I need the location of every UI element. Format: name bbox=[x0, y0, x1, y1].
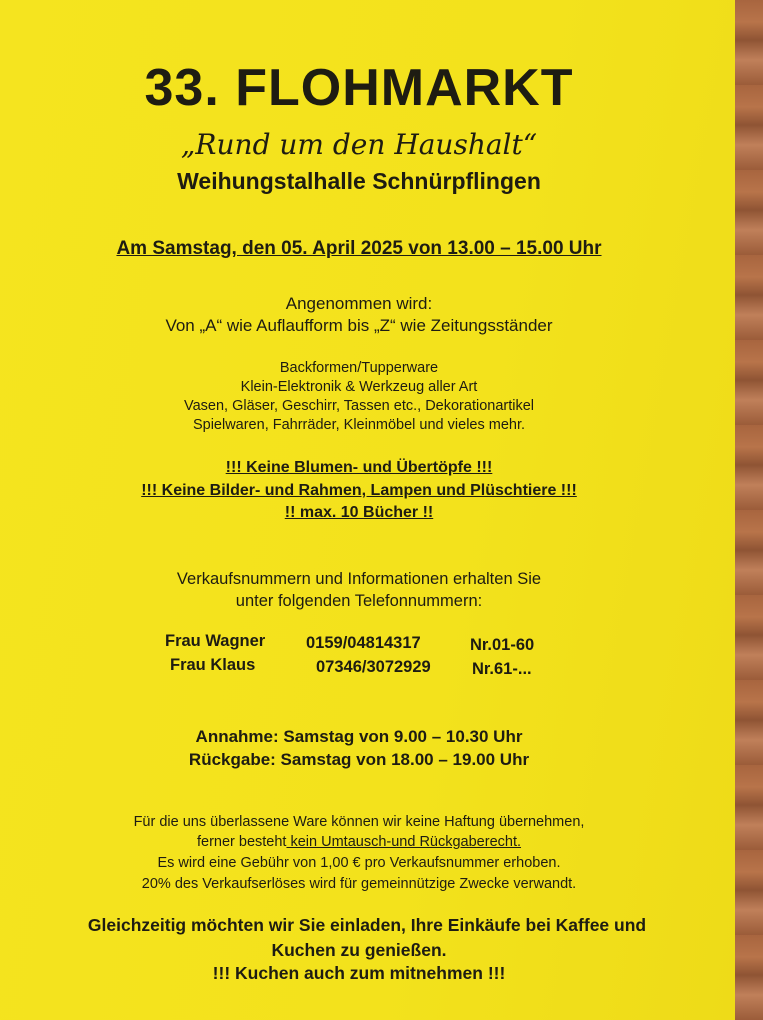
disclaimer-line: Es wird eine Gebühr von 1,00 € pro Verkaufsnummer erhoben. bbox=[157, 855, 561, 871]
accepted-heading: Angenommen wird: bbox=[285, 294, 433, 313]
date-line: Am Samstag, den 05. April 2025 von 13.00 – 15.00 Uhr bbox=[116, 238, 602, 259]
no-return-policy: kein Umtausch-und Rückgaberecht. bbox=[286, 834, 522, 850]
contact-phone: 0159/04814317 bbox=[306, 634, 421, 652]
accepted-item: Backformen/Tupperware bbox=[279, 360, 439, 376]
warning-line: !!! Keine Bilder- und Rahmen, Lampen und Plüschtiere !!! bbox=[141, 482, 577, 499]
warning-line: !!! Keine Blumen- und Übertöpfe !!! bbox=[225, 459, 493, 476]
flyer-title: 33. FLOHMARKT bbox=[144, 59, 574, 117]
contact-name: Frau Wagner bbox=[165, 632, 266, 650]
invitation-line: !!! Kuchen auch zum mitnehmen !!! bbox=[212, 963, 506, 983]
info-line: Verkaufsnummern und Informationen erhalten Sie bbox=[176, 570, 542, 588]
flyer-subtitle: „Rund um den Haushalt“ bbox=[180, 128, 538, 161]
contact-phone: 07346/3072929 bbox=[316, 658, 431, 676]
invitation-line: Gleichzeitig möchten wir Sie einladen, Ihre Einkäufe bei Kaffee und bbox=[87, 915, 647, 935]
contact-range: Nr.01-60 bbox=[470, 636, 535, 654]
contact-name: Frau Klaus bbox=[170, 656, 256, 674]
disclaimer-text: ferner besteht bbox=[196, 834, 287, 850]
contact-range: Nr.61-... bbox=[472, 660, 532, 678]
accepted-item: Vasen, Gläser, Geschirr, Tassen etc., Dekorationartikel bbox=[183, 398, 535, 414]
annahme-time: Annahme: Samstag von 9.00 – 10.30 Uhr bbox=[195, 727, 523, 746]
info-line: unter folgenden Telefonnummern: bbox=[235, 592, 483, 610]
disclaimer-line: 20% des Verkaufserlöses wird für gemeinnützige Zwecke verwandt. bbox=[141, 876, 577, 892]
invitation-line: Kuchen zu genießen. bbox=[271, 940, 447, 960]
disclaimer-line: Für die uns überlassene Ware können wir keine Haftung übernehmen, bbox=[133, 814, 585, 830]
venue-line: Weihungstalhalle Schnürpflingen bbox=[177, 168, 541, 194]
rueckgabe-time: Rückgabe: Samstag von 18.00 – 19.00 Uhr bbox=[188, 750, 530, 769]
accepted-item: Klein-Elektronik & Werkzeug aller Art bbox=[240, 379, 478, 395]
accepted-item: Spielwaren, Fahrräder, Kleinmöbel und vieles mehr. bbox=[192, 417, 526, 433]
accepted-subheading: Von „A“ wie Auflaufform bis „Z“ wie Zeitungsständer bbox=[165, 316, 553, 335]
disclaimer-line bbox=[0, 834, 718, 850]
warning-line: !! max. 10 Bücher !! bbox=[284, 504, 434, 521]
